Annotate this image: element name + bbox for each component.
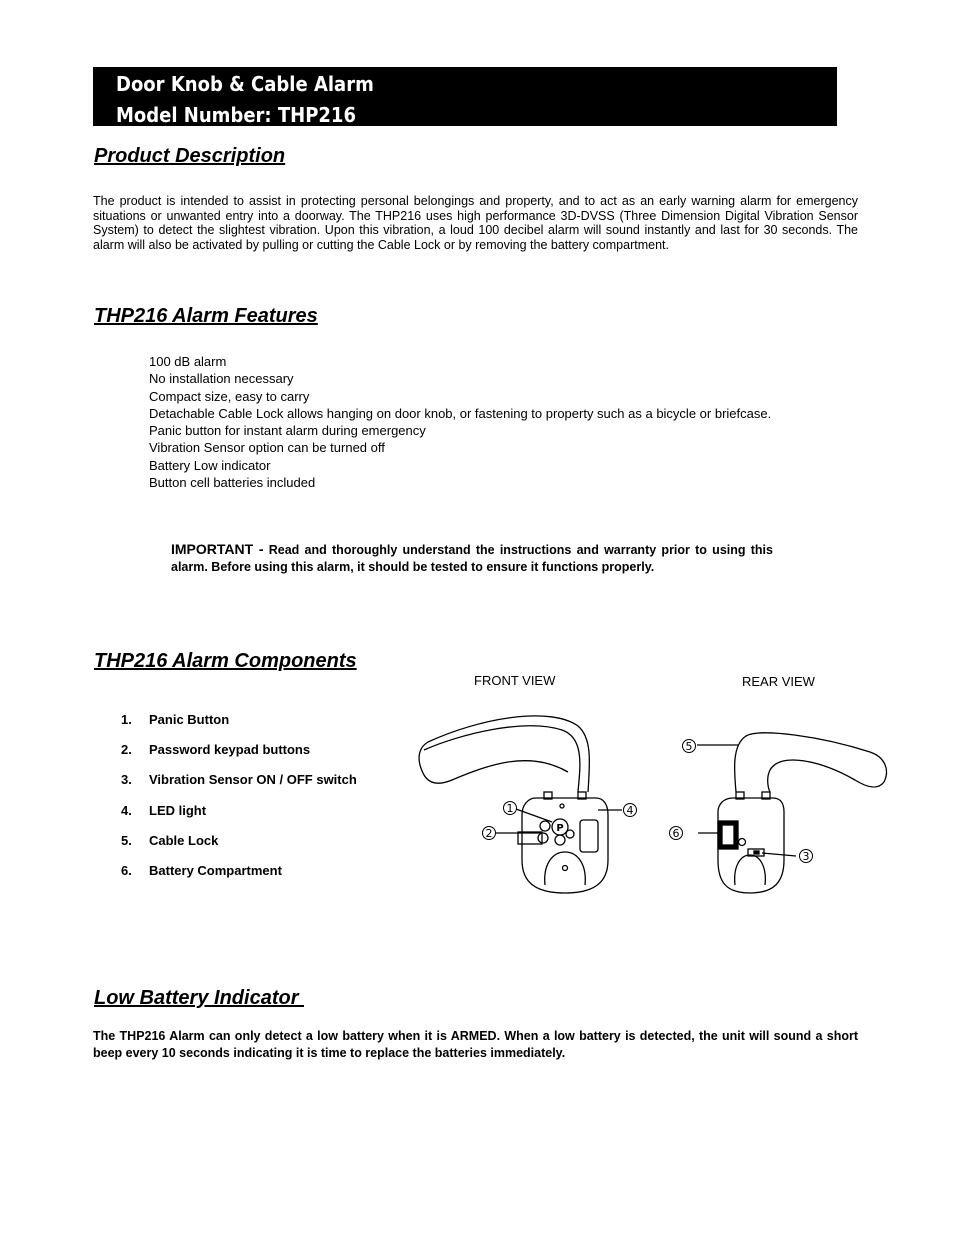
low-battery-heading: Low Battery Indicator	[94, 987, 305, 1009]
callout-1	[504, 802, 517, 816]
svg-text:6: 6	[672, 827, 680, 840]
component-item: 6. Battery Compartment	[121, 862, 282, 878]
feature-item: Vibration Sensor option can be turned off	[149, 440, 385, 456]
important-text: Read and thoroughly understand the instructions and warranty prior to using this alarm. Before using this alarm, it should be tested to ensure it functions properly.	[171, 543, 773, 574]
model-number: Model Number: THP216	[116, 103, 356, 127]
features-heading: THP216 Alarm Features	[94, 305, 318, 327]
document-title: Door Knob & Cable Alarm	[116, 72, 374, 96]
component-item: 3. Vibration Sensor ON / OFF switch	[121, 772, 357, 788]
callout-2	[483, 827, 496, 841]
feature-item: Compact size, easy to carry	[149, 388, 310, 404]
features-list	[149, 353, 771, 491]
alarm-diagram	[400, 700, 900, 900]
svg-text:3: 3	[802, 850, 810, 863]
svg-text:2: 2	[485, 827, 493, 840]
components-list	[121, 710, 357, 891]
svg-text:5: 5	[685, 740, 693, 753]
rear-view-illustration	[697, 733, 886, 893]
component-item: 5. Cable Lock	[121, 832, 219, 848]
panic-button-letter: P	[556, 823, 564, 834]
svg-text:4: 4	[626, 804, 634, 817]
important-label: IMPORTANT -	[171, 541, 264, 557]
components-heading: THP216 Alarm Components	[94, 650, 357, 672]
feature-item: Panic button for instant alarm during emergency	[149, 423, 426, 439]
important-notice	[171, 541, 773, 575]
callout-6	[670, 827, 683, 841]
feature-item: Battery Low indicator	[149, 457, 271, 473]
callout-4	[624, 804, 637, 818]
component-item: 4. LED light	[121, 802, 207, 818]
low-battery-text: The THP216 Alarm can only detect a low battery when it is ARMED. When a low battery is detected, the unit will sound a short beep every 10 seconds indicating it is time to replace the batteries immediately.	[93, 1029, 858, 1060]
feature-item: Button cell batteries included	[149, 475, 316, 491]
component-item: 2. Password keypad buttons	[121, 742, 311, 758]
callout-3	[800, 850, 813, 864]
component-item: 1. Panic Button	[121, 712, 230, 727]
feature-item: 100 dB alarm	[149, 354, 227, 369]
callout-5	[683, 740, 696, 754]
title-banner	[93, 67, 837, 126]
rear-view-label: REAR VIEW	[742, 674, 815, 689]
product-description-heading: Product Description	[94, 145, 286, 167]
product-description-text: The product is intended to assist in protecting personal belongings and property, and to act as an early warning alarm for emergency situations or unwanted entry into a doorway. The THP216 uses high performance 3D-DVSS (Three Dimension Digital Vibration Sensor System) to detect the slightest vibration. Upon this vibration, a loud 100 decibel alarm will sound instantly and last for 30 seconds. The alarm will also be activated by pulling or cutting the Cable Lock or by removing the battery compartment.	[93, 194, 858, 252]
svg-text:1: 1	[506, 802, 514, 815]
front-view-label: FRONT VIEW	[474, 673, 556, 688]
front-view-illustration	[419, 716, 622, 893]
feature-item: No installation necessary	[149, 371, 294, 387]
feature-item: Detachable Cable Lock allows hanging on door knob, or fastening to property such as a bicycle or briefcase.	[149, 405, 772, 421]
